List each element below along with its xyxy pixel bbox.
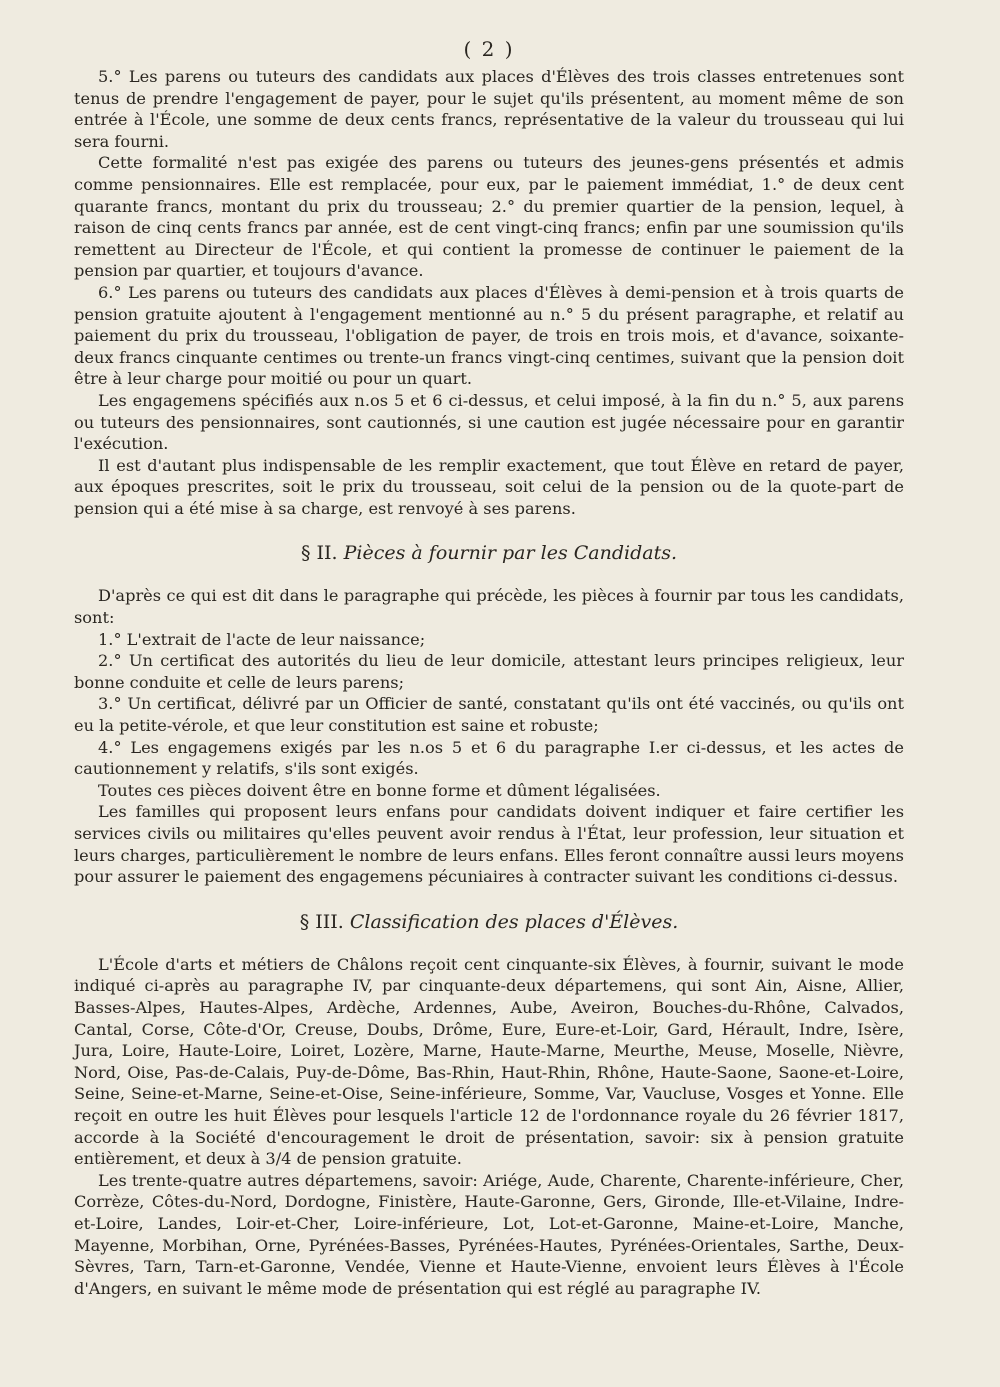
paragraph: Les engagemens spécifiés aux n.os 5 et 6 ci-dessus, et celui imposé, à la fin du n.° 5, aux parens ou tuteurs des pensionnaires, sont cautionnés, si une caution est jugée nécessaire pour en garantir l'exécution.	[74, 390, 904, 454]
list-item: 3.° Un certificat, délivré par un Officier de santé, constatant qu'ils ont été vaccinés, ou qu'ils ont eu la petite-vérole, et que leur constitution est saine et robuste;	[74, 694, 904, 736]
list-item: 2.° Un certificat des autorités du lieu de leur domicile, attestant leurs principes religieux, leur bonne conduite et celle de leurs parens;	[74, 651, 904, 692]
section-number: § III.	[299, 910, 344, 933]
section-heading-2	[74, 541, 904, 565]
list-item: 4.° Les engagemens exigés par les n.os 5 et 6 du paragraphe I.er ci-dessus, et les actes de cautionnement y relatifs, s'ils sont exigés.	[74, 737, 904, 779]
body-top	[74, 66, 904, 519]
paragraph: Il est d'autant plus indispensable de les remplir exactement, que tout Élève en retard de payer, aux époques prescrites, soit le prix du trousseau, soit celui de la pension ou de la quote-part de pension qui a été mise à sa charge, est renvoyé à ses parens.	[74, 455, 904, 518]
section-3-body	[74, 954, 904, 1300]
section-2-body	[74, 585, 904, 887]
paragraph: Les trente-quatre autres départemens, savoir: Ariége, Aude, Charente, Charente-inférieure, Cher, Corrèze, Côtes-du-Nord, Dordogne, Finistère, Haute-Garonne, Gers, Gironde, Ille-et-Vilaine, Indre-et-Loire, Landes, Loir-et-Cher, Loire-inférieure, Lot, Lot-et-Garonne, Maine-et-Loire, Manche, Mayenne, Morbihan, Orne, Pyrénées-Basses, Pyrénées-Hautes, Pyrénées-Orientales, Sarthe, Deux-Sèvres, Tarn, Tarn-et-Garonne, Vendée, Vienne et Haute-Vienne, envoient leurs Élèves à l'École d'Angers, en suivant le même mode de présentation qui est réglé au paragraphe IV.	[74, 1170, 904, 1298]
paragraph: 6.° Les parens ou tuteurs des candidats aux places d'Élèves à demi-pension et à trois quarts de pension gratuite ajoutent à l'engagement mentionné au n.° 5 du présent paragraphe, et relatif au paiement du prix du trousseau, l'obligation de payer, de trois en trois mois, et d'avance, soixante-deux francs cinquante centimes ou trente-un francs vingt-cinq centimes, suivant que la pension doit être à leur charge pour moitié ou pour un quart.	[74, 282, 904, 389]
list-item: 1.° L'extrait de l'acte de leur naissance;	[98, 629, 426, 649]
section-number: § II.	[301, 542, 338, 565]
paragraph: Toutes ces pièces doivent être en bonne forme et dûment légalisées.	[98, 780, 661, 800]
paragraph: Cette formalité n'est pas exigée des parens ou tuteurs des jeunes-gens présentés et admis comme pensionnaires. Elle est remplacée, pour eux, par le paiement immédiat, 1.° de deux cent quarante francs, montant du prix du trousseau; 2.° du premier quartier de la pension, lequel, à raison de cinq cents francs par année, est de cent vingt-cinq francs; enfin par une soumission qu'ils remettent au Directeur de l'École, et qui contient la promesse de continuer le paiement de la pension par quartier, et toujours d'avance.	[74, 153, 904, 281]
paragraph: L'École d'arts et métiers de Châlons reçoit cent cinquante-six Élèves, à fournir, suivant le mode indiqué ci-après au paragraphe IV, par cinquante-deux départemens, qui sont Ain, Aisne, Allier, Basses-Alpes, Hautes-Alpes, Ardèche, Ardennes, Aube, Aveiron, Bouches-du-Rhône, Calvados, Cantal, Corse, Côte-d'Or, Creuse, Doubs, Drôme, Eure, Eure-et-Loir, Gard, Hérault, Indre, Isère, Jura, Loire, Haute-Loire, Loiret, Lozère, Marne, Haute-Marne, Meurthe, Meuse, Moselle, Nièvre, Nord, Oise, Pas-de-Calais, Puy-de-Dôme, Bas-Rhin, Haut-Rhin, Rhône, Haute-Saone, Saone-et-Loire, Seine, Seine-et-Marne, Seine-et-Oise, Seine-inférieure, Somme, Var, Vaucluse, Vosges et Yonne. Elle reçoit en outre les huit Élèves pour lesquels l'article 12 de l'ordonnance royale du 26 février 1817, accorde à la Société d'encouragement le droit de présentation, savoir: six à pension gratuite entièrement, et deux à 3/4 de pension gratuite.	[74, 954, 904, 1169]
page-number: ( 2 )	[463, 37, 515, 61]
section-title: Pièces à fournir par les Candidats.	[343, 542, 677, 565]
paragraph: D'après ce qui est dit dans le paragraphe qui précède, les pièces à fournir par tous les candidats, sont:	[74, 586, 904, 628]
paragraph: Les familles qui proposent leurs enfans pour candidats doivent indiquer et faire certifier les services civils ou militaires qu'elles peuvent avoir rendus à l'État, leur profession, leur situation et leurs charges, particulièrement le nombre de leurs enfans. Elles feront connaître aussi leurs moyens pour assurer le paiement des engagemens pécuniaires à contracter suivant les conditions ci-dessus.	[74, 802, 904, 887]
section-heading-3	[74, 910, 904, 934]
paragraph: 5.° Les parens ou tuteurs des candidats aux places d'Élèves des trois classes entretenues sont tenus de prendre l'engagement de payer, pour le sujet qu'ils présentent, au moment même de son entrée à l'École, une somme de deux cents francs, représentative de la valeur du trousseau qui lui sera fourni.	[74, 67, 904, 151]
section-title: Classification des places d'Élèves.	[349, 910, 679, 933]
